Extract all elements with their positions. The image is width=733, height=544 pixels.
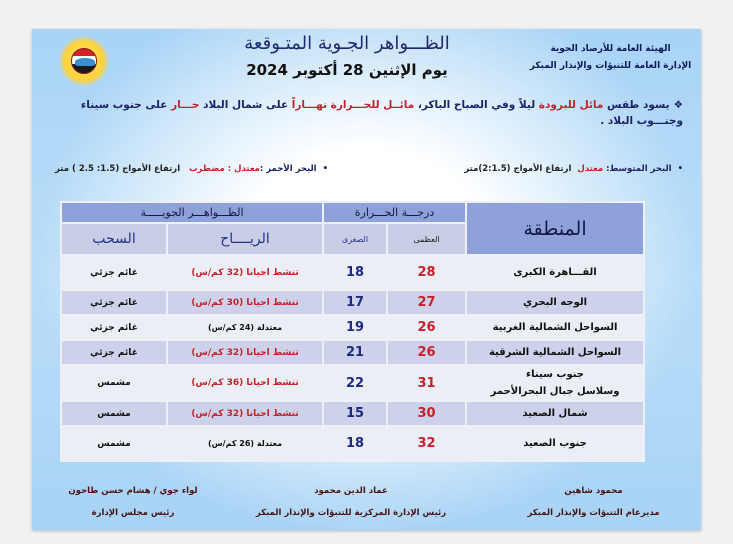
summary-text: يسود طقس [603,99,670,111]
min-temp-cell: 21 [323,340,387,365]
region-cell [466,365,644,401]
min-temp-cell: 15 [323,401,387,426]
region-cell: الوجه البحري [466,290,644,315]
max-temp-cell: 31 [387,365,466,401]
region-cell: جنوب الصعيد [466,426,644,461]
bullet-icon: • [677,164,683,174]
clouds-cell: غائم جزئي [61,290,167,315]
summary-highlight: مائل للبرودة [538,99,604,111]
signatures [32,480,701,520]
table-row [61,401,644,426]
max-temp-cell: 26 [387,340,466,365]
bullet-icon: • [322,164,328,174]
ema-logo-icon [59,36,109,86]
weather-summary [58,97,683,129]
region-cell: السواحل الشمالية الشرقية [466,340,644,365]
wave-height: ارتفاع الأمواج (2:1.5)متر [464,164,572,174]
red-sea-status [55,161,328,177]
table-row [61,290,644,315]
column-header-max: العظمى [387,223,466,255]
region-cell: القـــاهرة الكبرى [466,255,644,290]
signer-title: رئيس مجلس الإدارة [91,508,175,518]
diamond-bullet-icon: ❖ [673,99,683,111]
column-header-region: المنطقة [466,202,644,255]
signer-title: رئيس الإدارة المركزية للتنبؤات والإنذار المبكر [255,508,447,518]
signer-title: مديرعام التنبؤات والإنذار المبكر [527,508,660,518]
max-temp-cell: 26 [387,315,466,340]
region-cell: السواحل الشمالية الغربية [466,315,644,340]
wind-cell: تنشط احيانا (36 كم/س) [167,365,323,401]
wave-height: ارتفاع الأمواج (1.5: 2.5 ) متر [55,164,181,174]
forecast-date: يوم الإثنين 28 أكتوبر 2024 [246,61,448,79]
min-temp-cell: 18 [323,255,387,290]
max-temp-cell: 30 [387,401,466,426]
signer-name: عماد الدين محمود [314,486,388,496]
table-row [61,340,644,365]
min-temp-cell: 22 [323,365,387,401]
column-header-clouds: السحب [61,223,167,255]
region-line-1: جنوب سيناء [526,369,585,380]
forecast-table [60,201,645,462]
min-temp-cell: 19 [323,315,387,340]
clouds-cell: غائم جزئي [61,255,167,290]
summary-text: على شمال البلاد [199,99,292,111]
signer-name: محمود شاهين [564,486,623,496]
sea-label: البحر المتوسط: [606,164,672,174]
sea-label: البحر الأحمر : [259,164,317,174]
title-block [202,31,492,82]
region-cell: شمال الصعيد [466,401,644,426]
sea-conditions [43,161,683,177]
summary-highlight: مائــل للحـــرارة نهـــاراً [291,99,415,111]
sea-state: معتدل : مضطرب [189,164,260,174]
summary-text: ليلاً وفي الصباح الباكر، [414,99,539,111]
column-header-wind: الريــــاح [167,223,323,255]
clouds-cell: مشمس [61,401,167,426]
page-title: الظـــواهر الجـوية المتـوقعة [244,33,450,54]
min-temp-cell: 18 [323,426,387,461]
wind-cell: تنشط احيانا (32 كم/س) [167,401,323,426]
summary-text: على جنوب سيناء وجنـــوب البلاد . [80,99,683,127]
wind-cell: تنشط احيانا (30 كم/س) [167,290,323,315]
min-temp-cell: 17 [323,290,387,315]
wind-cell: تنشط احيانا (32 كم/س) [167,340,323,365]
signature-central-director [241,480,461,524]
max-temp-cell: 27 [387,290,466,315]
wind-cell: معتدلة (24 كم/س) [167,315,323,340]
table-row [61,315,644,340]
forecast-bulletin [32,29,701,530]
wind-cell: تنشط احيانا (32 كم/س) [167,255,323,290]
sea-state: معتدل [577,164,604,174]
org-line-1: الهيئة العامة للأرصاد الجوية [550,44,671,54]
max-temp-cell: 32 [387,426,466,461]
column-group-phenomena: الظـــواهـــر الجويـــــة [61,202,323,223]
max-temp-cell: 28 [387,255,466,290]
region-line-2: وسلاسل جبال البحرالأحمر [490,386,620,397]
clouds-cell: مشمس [61,426,167,461]
table-row [61,365,644,401]
table-row [61,255,644,290]
clouds-cell: غائم جزئي [61,340,167,365]
signature-chairman [53,480,213,524]
summary-highlight: حـــار [171,99,200,111]
org-line-2: الإدارة العامة للتنبؤات والإنذار المبكر [529,61,692,71]
clouds-cell: مشمس [61,365,167,401]
mediterranean-sea-status [464,161,683,177]
signer-name: لواء جوي / هشام حسن طاحون [68,486,198,496]
organization-name [528,41,693,75]
column-header-min: الصغرى [323,223,387,255]
clouds-cell: غائم جزئي [61,315,167,340]
table-row [61,426,644,461]
signature-general-manager [506,480,681,524]
column-group-temperature: درجـــة الحـــرارة [323,202,466,223]
wind-cell: معتدلة (26 كم/س) [167,426,323,461]
logo-emblem [71,48,97,74]
